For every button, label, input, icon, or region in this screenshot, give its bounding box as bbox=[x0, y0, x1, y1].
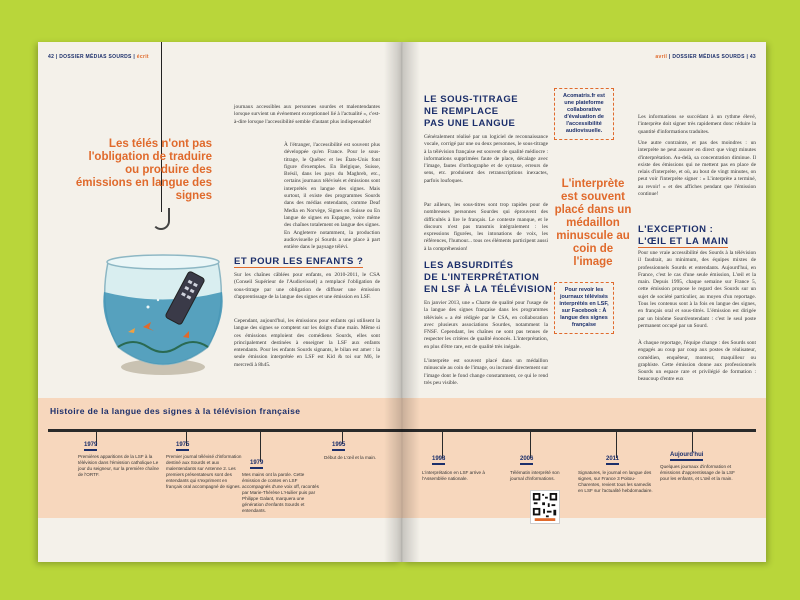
col3-paragraph-1: Les informations se succédant à un rythme élevé, l'interprète doit signer très rapidement donc réduire la quantité d'informations traduites. bbox=[638, 114, 756, 135]
timeline-event: Télématin interprété son journal d'informations. bbox=[510, 470, 560, 481]
subtitle-heading-line-2: NE REMPLACE bbox=[424, 106, 499, 117]
timeline-event: Mes mains ont la parole. Cette émission de contes en LSF accompagnés d'une voix off, racontés par Marie-Thérèse L'Huilier puis par Philippe Galant, marquera une génération d'enfants Sourds et entendants. bbox=[242, 472, 319, 513]
timeline-year: 2006 bbox=[520, 456, 533, 465]
pull-quote-left: Les télés n'ont pas l'obligation de traduire ou produire des émissions en langue des signes bbox=[75, 138, 212, 202]
timeline-tick bbox=[692, 430, 693, 452]
exception-paragraph-1: Pour une vraie accessibilité des Sourds à la télévision il faudrait, au minimum, des équipes mixtes de professionnels Sourds et entendants. Aujourd'hui, en France, c'est le cas d'une seule émission, L'œil et la main. Depuis 1995, chaque semaine sur France 5, cette émission propose le regard des Sourds sur un sujet de société particulier, au moyen d'un reportage. Tous les contenus sont à la fois en langue des signes, en français oral et sous-titrés. L'émission est dirigée par un binôme Sourd/entendant : c'est le seul poste permanent occupé par un Sourd. bbox=[638, 250, 756, 329]
page-number: 42 bbox=[48, 54, 55, 60]
timeline-year: Aujourd'hui bbox=[670, 452, 703, 461]
kids-heading bbox=[234, 256, 384, 268]
section-label: DOSSIER MÉDIAS SOURDS bbox=[672, 54, 745, 60]
kids-heading-text: ET POUR LES ENFANTS ? bbox=[234, 256, 364, 267]
section-label: DOSSIER MÉDIAS SOURDS bbox=[59, 54, 132, 60]
timeline-tick bbox=[442, 430, 443, 458]
intro-paragraph: journaux accessibles aux personnes sourdes et malentendantes lorsque survient un événement exceptionnel lié à l'actualité », c'est-à-dire lorsque l'accessibilité semble d'autant plus indispensable! bbox=[234, 104, 380, 125]
abroad-paragraph: À l'étranger, l'accessibilité est souvent plus développée qu'en France. Pour le sous-titrage, le Québec et les États-Unis font figure d'exemples. En Belgique, Suisse, Brésil, dans les pays du Maghreb, etc., certains journaux télévisés et émissions sont interprétés en langue des signes. Mais surtout, il existe des programmes Sourds dans des médias entendants, comme Deaf Media en Norvège, Signes en Suisse ou En langue de signes en Espagne, voire même des chaînes totalement en langue des signes. En Angleterre notamment, la production audiovisuelle pi Sourds a une place à part entière dans le paysage télévi. bbox=[284, 142, 380, 251]
section-tag: avril bbox=[655, 54, 668, 60]
timeline-event: Début de L'œil et la main. bbox=[324, 455, 377, 460]
timeline-tick bbox=[616, 430, 617, 458]
timeline-tick bbox=[530, 430, 531, 458]
timeline-year: 1975 bbox=[176, 442, 189, 451]
timeline-event: Quelques journaux d'information et émissions d'apprentissage de la LSF pour les enfants, et L'œil et la main. bbox=[660, 464, 735, 481]
section-tag: écrit bbox=[136, 54, 149, 60]
timeline-year: 2011 bbox=[606, 456, 619, 465]
timeline-axis bbox=[48, 429, 756, 432]
timeline-year: 1998 bbox=[432, 456, 445, 465]
subtitle-heading-line-1: LE SOUS-TITRAGE bbox=[424, 94, 519, 105]
absurd-paragraph-1: En janvier 2013, une « Charte de qualité pour l'usage de la langue des signes française dans les programmes télévisés » a été rédigée par le CSA, en collaboration avec plusieurs associations Sourdes, notamment la FNSF. Cependant, les chaînes ne sont pas tenues de respecter les critères de qualité énoncés. L'interprétation, en plus d'être rare, est de qualité très inégale. bbox=[424, 300, 548, 350]
timeline-title: Histoire de la langue des signes à la télévision française bbox=[50, 406, 301, 416]
timeline-event: L'interprétation en LSF arrive à l'Assemblée nationale. bbox=[422, 470, 485, 481]
timeline-event: Premier journal télévisé d'information destiné aux Sourds et aux malentendants sur Antenne 2. Les premiers présentateurs sont des entendants qui s'expriment en français oral accompagné de signes. bbox=[166, 454, 242, 489]
fishing-hook-icon bbox=[152, 208, 170, 230]
exception-heading-line-2: L'ŒIL ET LA MAIN bbox=[638, 236, 729, 247]
exception-heading-line-1: L'EXCEPTION : bbox=[638, 224, 714, 235]
col3-paragraph-2: Une autre contrainte, et pas des moindres : un interprète ne peut assurer en direct que vingt minutes d'interprétation. Au-delà, sa concentration diminue. Il existe des émissions qui ne mettent pas en place de relais d'interprète, et où, au bout de vingt minutes, on peut voir l'interprète signer : « L'interprète a terminé, au revoir! » et des affiches pendant que l'émission continue! bbox=[638, 140, 756, 198]
right-folio: avril | DOSSIER MÉDIAS SOURDS | 43 bbox=[655, 54, 756, 60]
subtitle-heading bbox=[424, 94, 548, 130]
pull-quote-right: L'interprète est souvent placé dans un médaillon minuscule au coin de l'image bbox=[554, 178, 632, 268]
absurd-heading-line-1: LES ABSURDITÉS bbox=[424, 260, 514, 271]
magazine-spread bbox=[38, 42, 766, 562]
kids-paragraph-1: Sur les chaînes câblées pour enfants, en 2010-2011, le CSA (Conseil Supérieur de l'Audiovisuel) a remplacé l'obligation de sous-titrage par une obligation de diffuser une émission d'apprentissage de la langue des signes et une émission en LSF. bbox=[234, 272, 380, 300]
qr-code-icon[interactable] bbox=[530, 490, 560, 524]
acomatris-infobox: Acomatris.fr est une plateforme collaborative d'évaluation de l'accessibilité audiovisuelle. bbox=[554, 88, 614, 140]
timeline-year: 1995 bbox=[332, 442, 345, 451]
subtitle-paragraph-2: Par ailleurs, les sous-titres sont trop rapides pour de nombreuses personnes Sourdes qui éprouvent des difficultés à lire le français. Le contexte manque, et le discours n'est pas transmis intégralement : les expressions figurées, les intonations de voix, les références, l'humour... tous ces éléments participent aussi à la compréhension! bbox=[424, 202, 548, 252]
timeline-tick bbox=[260, 430, 261, 462]
absurd-heading bbox=[424, 260, 554, 296]
timeline-year: 1979 bbox=[84, 442, 97, 451]
absurd-paragraph-2: L'interprète est souvent placé dans un médaillon minuscule au coin de l'image, ou incrusté directement sur l'image dont le fond change constamment, ce qui le rend très peu visible. bbox=[424, 358, 548, 386]
subtitle-paragraph-1: Généralement réalisé par un logiciel de reconnaissance vocale, corrigé par une ou deux personnes, le sous-titrage à la télévision française est souvent de qualité médiocre : informations supprimées faute de place, décalage avec l'image, fautes d'orthographe et de syntaxe, erreurs de sens, etc. produisent des retranscriptions inexactes, parfois loufoques. bbox=[424, 134, 548, 184]
kids-paragraph-2: Cependant, aujourd'hui, les émissions pour enfants qui utilisent la langue des signes se comptent sur les doigts d'une main. Même si ces émissions emploient des comédiens Sourds, elles sont principalement destinées à enseigner la LSF aux enfants entendants. Pour les enfants Sourds signants, le bilan est amer : la seule émission interprétée en LSF est Kid & toi sur M6, le mercredi à 8h45. bbox=[234, 318, 380, 368]
exception-paragraph-2: À chaque reportage, l'équipe change : des Sourds sont engagés au coup par coup aux postes de réalisateur, comédien, enquêteur, monteur, maquilleur ou graphiste. Cette émission donne aux professionnels Sourds un espace rare et privilégié de formation : beaucoup d'entre eux bbox=[638, 340, 756, 383]
exception-heading bbox=[638, 224, 762, 248]
timeline-event: Premières apparitions de la LSF à la télévision dans l'émission catholique Le jour du seigneur, sur la première chaîne de l'ORTF. bbox=[78, 454, 159, 477]
timeline-year: 1979 bbox=[250, 460, 263, 469]
exception-heading-line-2-wrap bbox=[638, 236, 762, 248]
page-number: 43 bbox=[749, 54, 756, 60]
facebook-infobox: Pour revoir les journaux télévisés interprétés en LSF, sur Facebook : À langue des signes française bbox=[554, 282, 614, 334]
left-folio: 42 | DOSSIER MÉDIAS SOURDS | écrit bbox=[48, 54, 149, 60]
absurd-heading-line-2: DE L'INTERPRÉTATION bbox=[424, 272, 540, 283]
timeline-event: Signatures, le journal en langue des signes, sur France 3 Poitou-Charentes, revient tous les samedis en LSF sur l'actualité hebdomadaire. bbox=[578, 470, 653, 493]
absurd-heading-line-3: EN LSF À LA TÉLÉVISION bbox=[424, 284, 553, 295]
fishbowl-illustration bbox=[88, 232, 238, 382]
subtitle-heading-line-3: PAS UNE LANGUE bbox=[424, 118, 516, 129]
